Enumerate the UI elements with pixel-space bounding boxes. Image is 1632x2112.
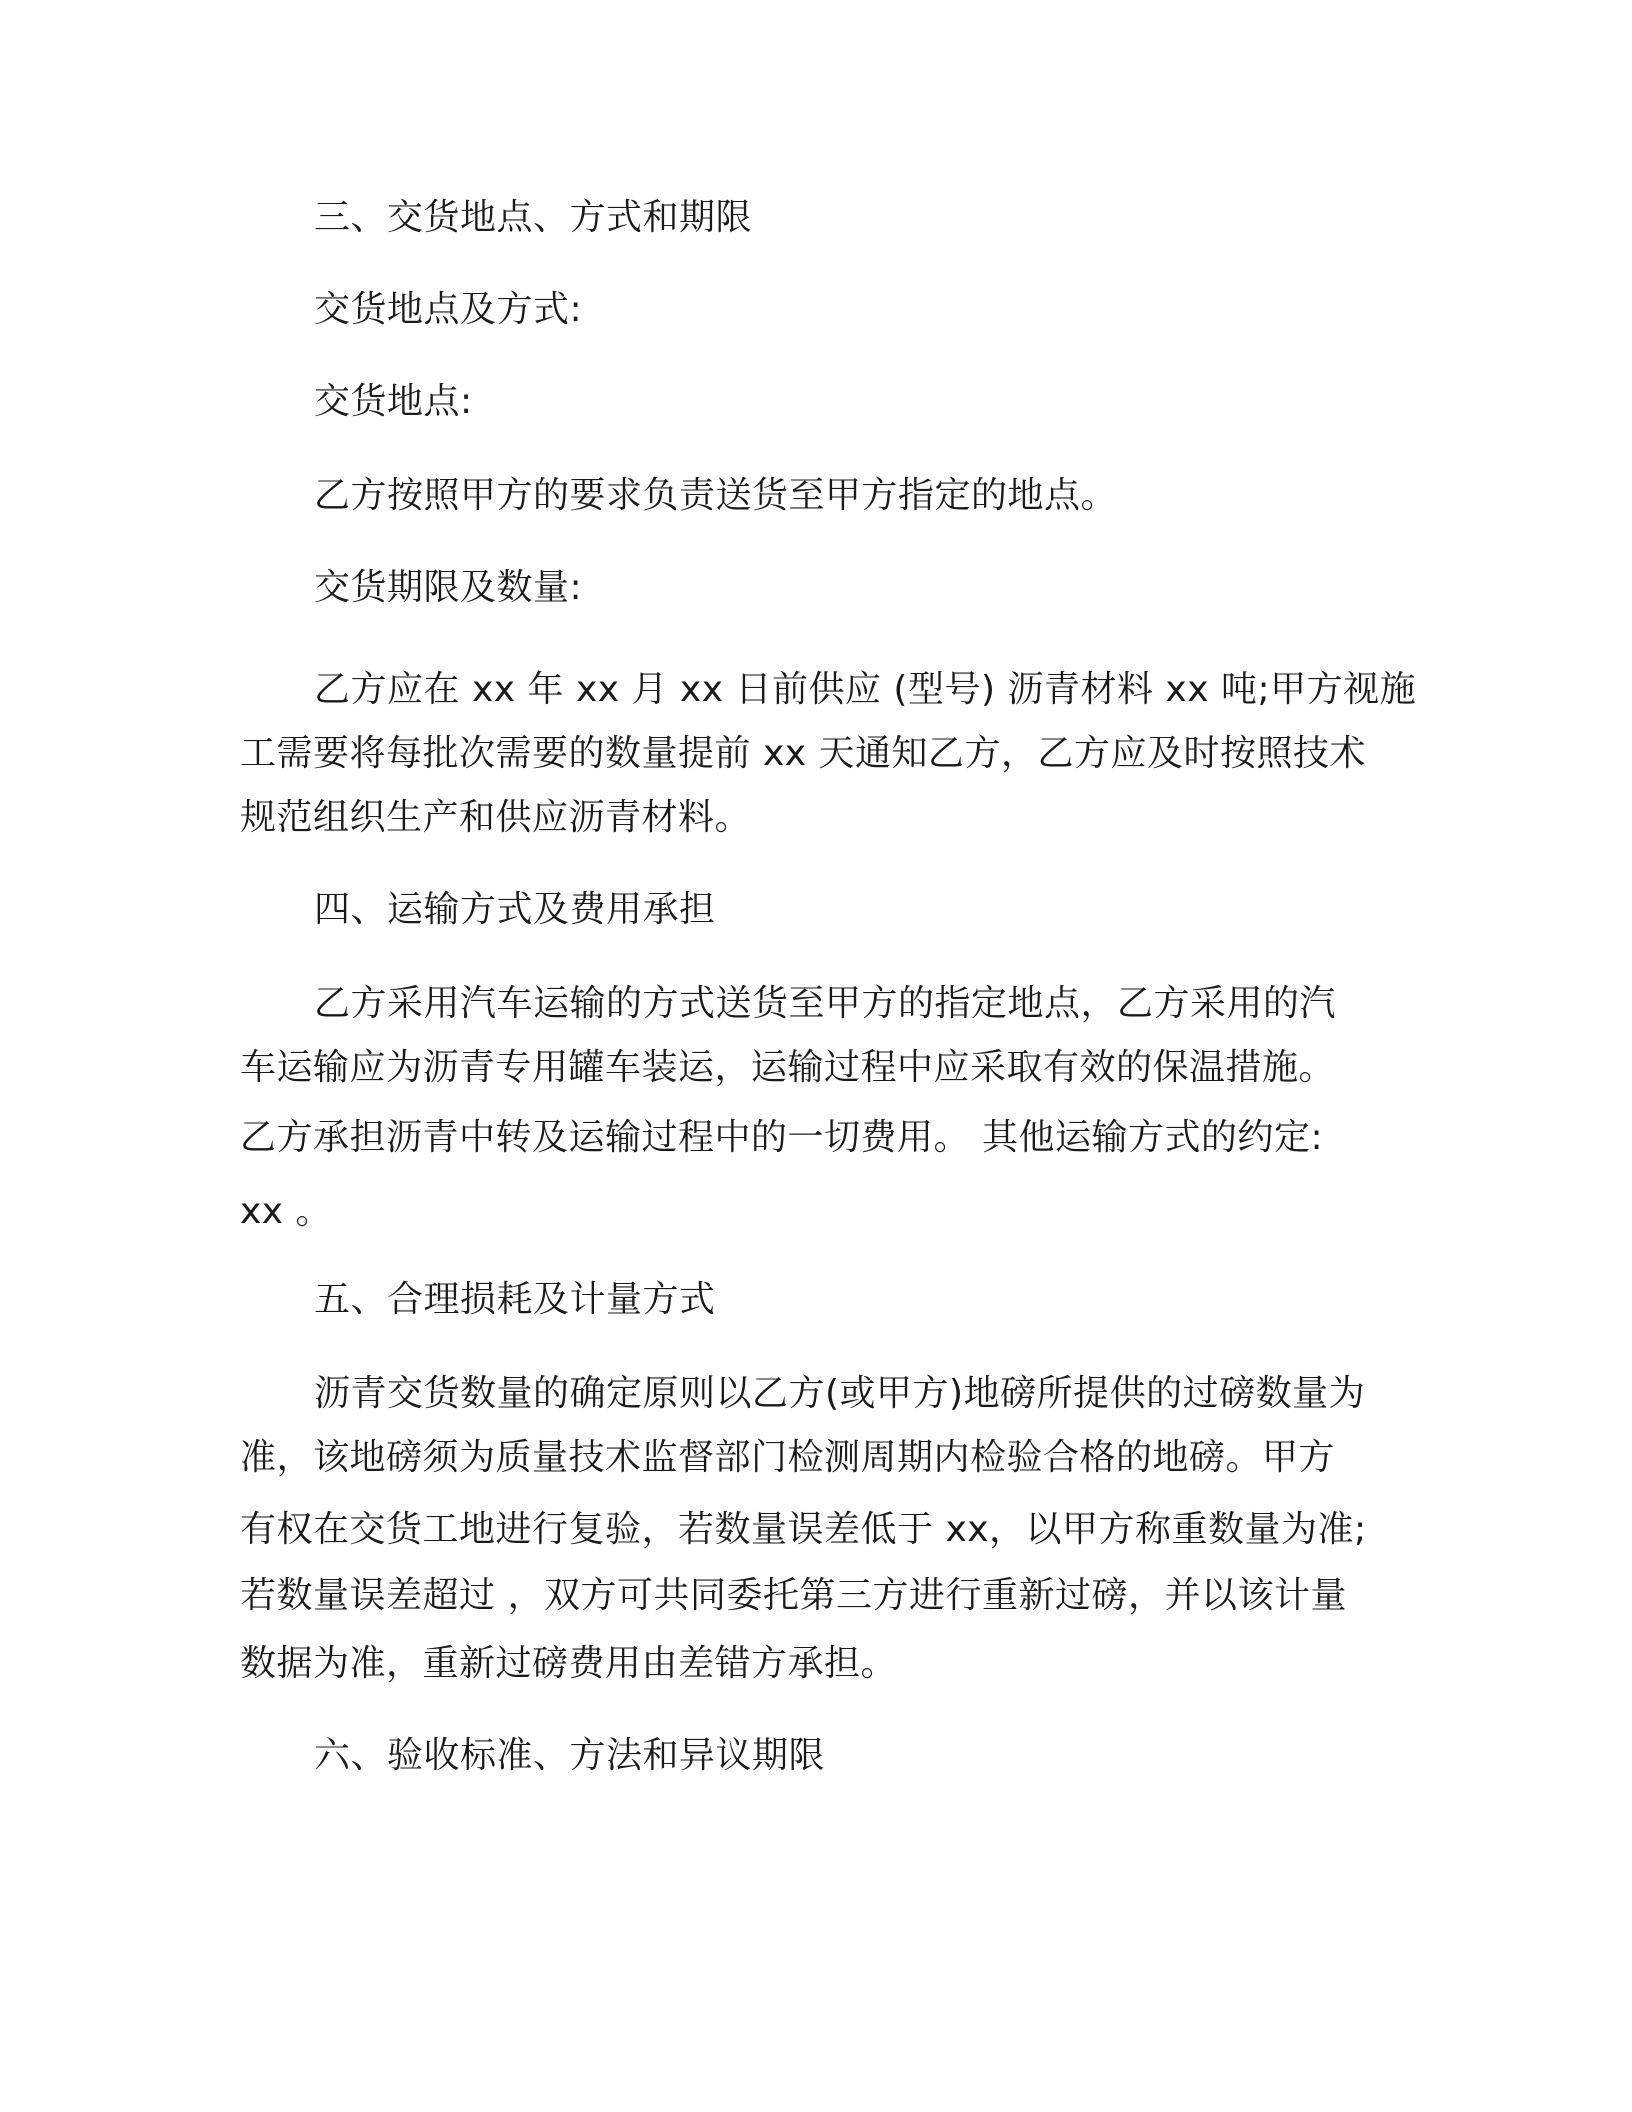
transport-line: xx 。 (240, 1191, 333, 1232)
delivery-place-label: 交货地点: (314, 381, 473, 422)
delivery-place-method-label: 交货地点及方式: (314, 289, 583, 330)
transport-line: 乙方承担沥青中转及运输过程中的一切费用。 其他运输方式的约定: (240, 1117, 1324, 1158)
section-heading-6: 六、验收标准、方法和异议期限 (314, 1735, 826, 1776)
measurement-line: 若数量误差超过 ，双方可共同委托第三方进行重新过磅，并以该计量 (240, 1575, 1347, 1616)
measurement-line: 沥青交货数量的确定原则以乙方(或甲方)地磅所提供的过磅数量为 (314, 1373, 1366, 1414)
measurement-line: 数据为准，重新过磅费用由差错方承担。 (240, 1643, 898, 1684)
transport-line: 乙方采用汽车运输的方式送货至甲方的指定地点，乙方采用的汽 (314, 983, 1337, 1024)
delivery-period-line: 工需要将每批次需要的数量提前 xx 天通知乙方，乙方应及时按照技术 (240, 733, 1366, 774)
section-heading-4: 四、运输方式及费用承担 (314, 889, 716, 930)
measurement-line: 有权在交货工地进行复验，若数量误差低于 xx，以甲方称重数量为准; (240, 1509, 1367, 1550)
delivery-period-quantity-label: 交货期限及数量: (314, 567, 583, 608)
section-heading-3: 三、交货地点、方式和期限 (314, 197, 753, 238)
section-heading-5: 五、合理损耗及计量方式 (314, 1279, 716, 1320)
delivery-period-line: 乙方应在 xx 年 xx 月 xx 日前供应 (型号) 沥青材料 xx 吨;甲方视施 (314, 669, 1417, 710)
measurement-line: 准，该地磅须为质量技术监督部门检测周期内检验合格的地磅。甲方 (240, 1437, 1336, 1478)
delivery-place-text: 乙方按照甲方的要求负责送货至甲方指定的地点。 (314, 475, 1118, 516)
transport-line: 车运输应为沥青专用罐车装运，运输过程中应采取有效的保温措施。 (240, 1047, 1336, 1088)
delivery-period-line: 规范组织生产和供应沥青材料。 (240, 797, 752, 838)
